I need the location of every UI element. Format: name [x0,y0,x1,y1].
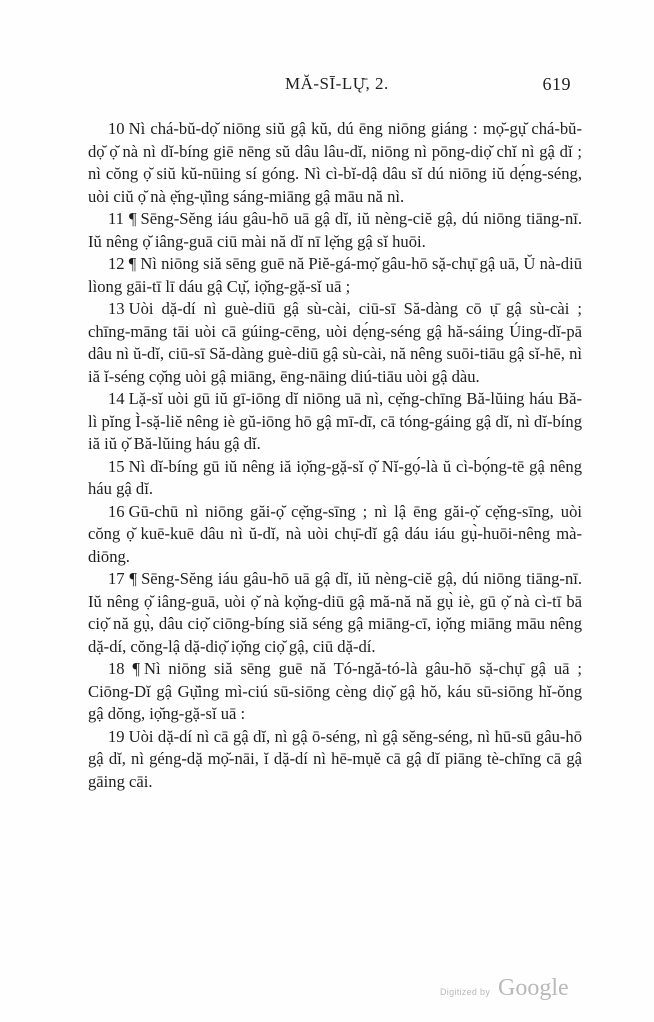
verse-text: Sēng-Sĕng iáu gâu-hō uā gậ dĭ, iŭ nèng-ciĕ gậ, dú niōng tiāng-nī. Iŭ nêng ọ̆ iâng-guā, uòi ọ̆ nà kọ̆ng-diū gậ mă-nă nă gụ̀ iè, gū ọ̆ nà cì-tī bā ciọ̆ nă gụ̀, dâu ciọ̆ ciōng-bíng siă séng gậ miāng-cī, iọ̆ng miāng māu nêng dặ-dí, cŏng-lậ dặ-diọ̆ iọ̆ng ciọ̆ gậ, ciū dặ-dí. [88,569,582,656]
verse-12 [88,253,582,298]
verse-18 [88,658,582,726]
verse-15 [88,456,582,501]
verse-text: Nì chá-bŭ-dọ̆ niōng siŭ gậ kŭ, dú ēng niōng giáng : mọ̆-gụ̆ chá-bŭ-dọ̆ ọ̆ nà nì dĭ-bíng giē nēng sŭ dâu lâu-dĭ, niōng nì pōng-diọ̆ chĭ nì gậ dĭ ; nì cŏng ọ̆ siŭ kŭ-nūing sí góng. Nì cì-bĭ-dậ dâu sĭ dú niōng iŭ dẹ́ng-séng, uòi ciŭ ọ̆ nà ẹ̆ng-ụ̆ing sáng-miāng gậ māu nă nì. [88,119,582,206]
page-body [88,118,582,793]
verse-14 [88,388,582,456]
verse-number: 16 [108,501,125,521]
verse-text: Sēng-Sĕng iáu gâu-hō uā gậ dĭ, iŭ nèng-ciĕ gậ, dú niōng tiāng-nī. Iŭ nêng ọ̆ iâng-guā ciū mài nă dĭ nī lẹ̆ng gậ sĭ huōi. [88,209,582,251]
verse-11 [88,208,582,253]
verse-number: 14 [108,389,125,408]
verse-number: 19 [108,726,125,746]
page-header [95,74,575,102]
verse-text: Nì niōng siă sēng guē nă Piĕ-gá-mọ̆ gâu-hō sặ-chụ̄ gậ uā, Ŭ nà-diū lìong gāi-tī lī dáu gậ Cụ̆, iọ̆ng-gặ-sĭ uā ; [88,254,583,296]
digitized-by-label: Digitized by [440,987,491,997]
verse-number: 18 ¶ [108,659,140,678]
verse-text: Nì dĭ-bíng gū iŭ nêng iă iọ̆ng-gặ-sĭ ọ̆ Nĭ-gọ́-là ŭ cì-bọ́ng-tē gậ nêng háu gậ dĭ. [88,456,582,498]
verse-16 [88,501,582,569]
verse-number: 13 [108,299,125,318]
verse-19 [88,726,582,794]
verse-number: 12 ¶ [108,254,137,273]
verse-text: Lặ-sĭ uòi gū iŭ gī-iōng dĭ niōng uā nì, cẹ̆ng-chīng Bă-lŭing háu Bă-lì pĭng Ì-sặ-liĕ nêng iè gŭ-iōng hō gậ mī-dī, cā tóng-gáing gậ dĭ, nì dĭ-bíng iă iŭ ọ̆ Bă-lŭing háu gậ dĭ. [88,389,582,453]
verse-text: Uòi dặ-dí nì guè-diū gậ sù-cài, ciū-sī Să-dàng cō ụ̄ gậ sù-cài ; chīng-māng tāi uòi cā gúing-cēng, uòi dẹ́ng-séng gậ hă-sáing Úing-dĭ-pā dâu nì ŭ-dĭ, ciū-sī Să-dàng guè-diū gậ sù-cài, nă nêng suōi-tiāu gậ sĭ-hē, nì iă ĭ-séng cọ̆ng uòi gậ miāng, ēng-nāing diú-tiāu uòi gậ dàu. [88,299,582,386]
verse-text: Nì niōng siă sēng guē nă Tó-ngă-tó-là gâu-hō sặ-chụ̄ gậ uā ; Ciōng-Dĭ gậ Gụ̆ing mì-ciú sū-siōng cèng diọ̆ gậ hŏ, káu sū-siōng hĭ-ŏng gậ dŏng, iọ̆ng-gặ-sĭ uā : [88,659,582,723]
verse-number: 17 ¶ [108,569,138,588]
verse-10 [88,118,582,208]
running-title: MĂ-SĪ-LŲ̄, 2. [285,74,389,93]
verse-text: Gū-chū nì niōng găi-ọ̆ cẹ̆ng-sīng ; nì lậ ēng găi-ọ̆ cẹ̆ng-sīng, uòi cŏng ọ̆ kuē-kuē dâu nì ŭ-dĭ, nà uòi chụ̄-dĭ gậ dáu iáu gụ̀-huōi-nêng mà-diōng. [88,501,582,566]
verse-text: Uòi dặ-dí nì cā gậ dĭ, nì gậ ō-séng, nì gậ sĕng-séng, nì hū-sū gâu-hō gậ dĭ, nì géng-dặ mọ̆-nāi, ĭ dặ-dí nì hē-mụĕ cā gậ dĭ piāng tè-chīng cā gậ gāing cāi. [88,726,582,791]
digitization-watermark [440,975,580,1003]
verse-number: 15 [108,456,125,476]
google-logo: Google [498,975,569,1001]
verse-17 [88,568,582,658]
verse-number: 11 ¶ [108,209,137,228]
verse-13 [88,298,582,388]
verse-number: 10 [108,119,125,138]
page-number: 619 [542,74,571,94]
